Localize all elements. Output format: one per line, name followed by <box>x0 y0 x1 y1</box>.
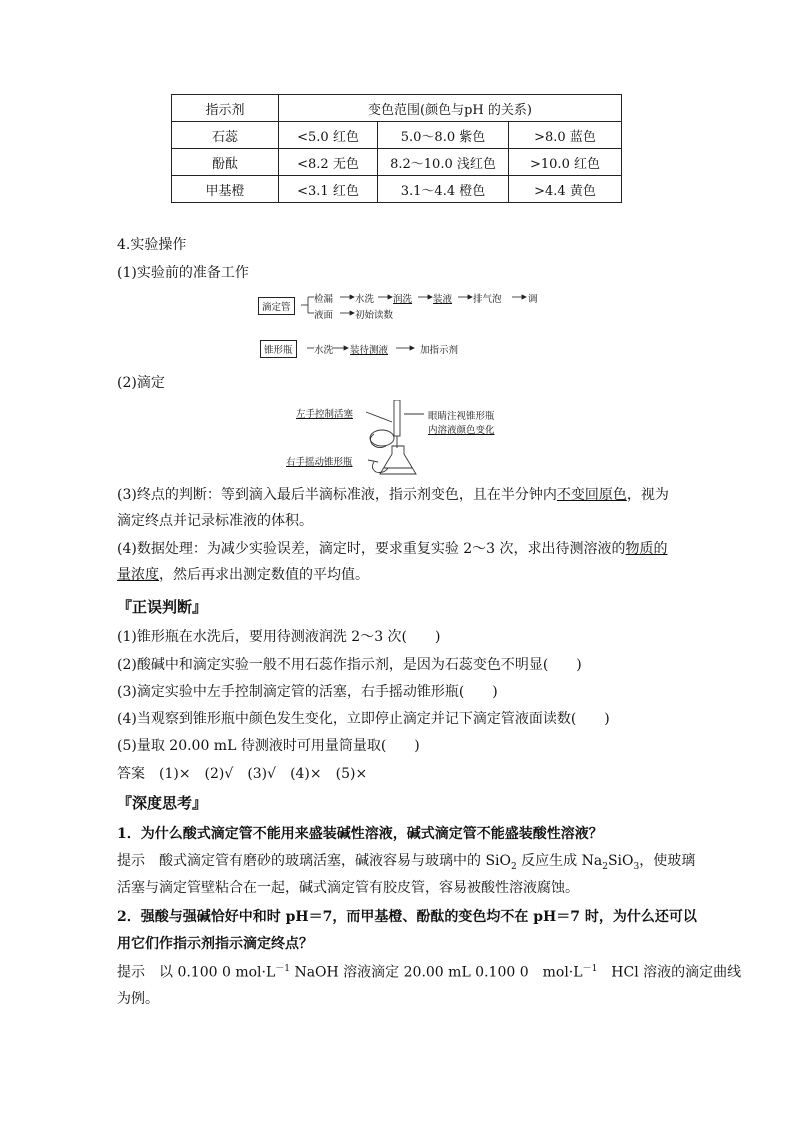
subscript: 3 <box>633 861 640 872</box>
judge-answer: 答案 (1)× (2)√ (3)√ (4)× (5)× <box>117 766 368 782</box>
titration-title: (2)滴定 <box>117 375 165 391</box>
think-answer-1-line1 <box>117 850 695 872</box>
flow-step: 水洗 <box>314 345 334 356</box>
judge-item-4: (4)当观察到锥形瓶中颜色发生变化，立即停止滴定并记下滴定管液面读数( ) <box>117 711 610 727</box>
table-cell: 石蕊 <box>172 122 279 149</box>
table-cell: 8.2～10.0 浅红色 <box>378 149 509 176</box>
table-cell: 5.0～8.0 紫色 <box>378 122 509 149</box>
flow-step: 装待测液 <box>350 345 389 356</box>
table-row <box>172 122 622 149</box>
endpoint-text-tail: ，视为滴定终点并记录标准液的体积。 <box>117 487 669 529</box>
judge-item-2: (2)酸碱中和滴定实验一般不用石蕊作指示剂，是因为石蕊变色不明显( ) <box>117 657 582 673</box>
data-text: (4)数据处理：为减少实验误差，滴定时，要求重复实验 2～3 次，求出待测溶液的 <box>117 541 626 557</box>
flow-step: 液面 <box>314 310 334 321</box>
flow-step: 装液 <box>433 294 453 305</box>
superscript: －1 <box>275 964 290 974</box>
answer-text: HCl 溶液的滴定曲线 <box>597 964 742 981</box>
flow-step: 调 <box>528 294 538 305</box>
flow-step: 润洗 <box>393 294 413 305</box>
table-cell: >10.0 红色 <box>509 149 622 176</box>
think-question-1: 1．为什么酸式滴定管不能用来盛装碱性溶液，碱式滴定管不能盛装酸性溶液？ <box>117 826 603 842</box>
table-header-range: 变色范围(颜色与pH 的关系) <box>279 95 622 122</box>
endpoint-paragraph <box>117 482 677 534</box>
indicator-table <box>171 94 622 203</box>
answer-text: SiO <box>607 853 634 869</box>
table-header-indicator: 指示剂 <box>172 95 279 122</box>
judge-title: 正误判断 <box>132 598 193 616</box>
endpoint-text: (3)终点的判断：等到滴入最后半滴标准液，指示剂变色，且在半分钟内 <box>117 487 557 503</box>
think-question-2-line2: 用它们作指示剂指示滴定终点？ <box>117 936 313 952</box>
flow-step: 检漏 <box>314 294 334 305</box>
think-answer-1-line2: 活塞与滴定管壁粘合在一起，碱式滴定管有胶皮管，容易被酸性溶液腐蚀。 <box>117 880 579 896</box>
think-answer-2-line1 <box>117 961 741 982</box>
judge-item-3: (3)滴定实验中左手控制滴定管的活塞，右手摇动锥形瓶( ) <box>117 684 498 700</box>
figure-label-left-bottom <box>286 454 353 468</box>
prep-flow-diagram <box>258 288 548 360</box>
think-heading: 『深度思考』 <box>117 794 208 812</box>
label-text: 右手摇动锥形瓶 <box>286 457 353 468</box>
endpoint-underlined: 不变回原色 <box>556 487 627 503</box>
flask-box: 锥形瓶 <box>260 340 297 358</box>
label-text: 左手控制活塞 <box>296 409 354 420</box>
judge-item-1: (1)锥形瓶在水洗后，要用待测液润洗 2～3 次( ) <box>117 629 441 645</box>
table-cell: <5.0 红色 <box>279 122 378 149</box>
data-underlined: 物质的量浓度 <box>117 541 668 583</box>
titration-figure <box>278 400 538 480</box>
superscript: －1 <box>582 964 598 974</box>
judge-heading: 『正误判断』 <box>117 598 208 616</box>
data-text-tail: ，然后再求出测定数值的平均值。 <box>159 567 369 583</box>
subscript: 2 <box>511 861 517 872</box>
answer-text: 提示 以 0.100 0 mol·L <box>117 964 276 981</box>
answer-text: 提示 酸式滴定管有磨砂的玻璃活塞，碱液容易与玻璃中的 SiO <box>117 853 511 869</box>
table-cell: >8.0 蓝色 <box>509 122 622 149</box>
flow-step: 水洗 <box>355 294 375 305</box>
flow-step: 排气泡 <box>473 294 502 305</box>
table-row <box>172 176 622 203</box>
burette-box: 滴定管 <box>258 297 295 315</box>
table-cell: <8.2 无色 <box>279 149 378 176</box>
table-cell: <3.1 红色 <box>279 176 378 203</box>
table-cell: 甲基橙 <box>172 176 279 203</box>
subscript: 2 <box>602 861 608 872</box>
table-cell: 酚酞 <box>172 149 279 176</box>
flow-step: 加指示剂 <box>420 345 459 356</box>
answer-text: ，使玻璃 <box>639 853 696 869</box>
figure-label-right-2: 内溶液颜色变化 <box>428 425 495 436</box>
data-paragraph <box>117 536 677 588</box>
answer-text: 反应生成 Na <box>516 853 603 869</box>
think-answer-2-line2: 为例。 <box>117 991 159 1007</box>
table-cell: >4.4 黄色 <box>509 176 622 203</box>
prep-title: (1)实验前的准备工作 <box>117 265 249 281</box>
think-question-2-line1: 2．强酸与强碱恰好中和时 pH＝7，而甲基橙、酚酞的变色均不在 pH＝7 时，为什么还可以 <box>117 909 697 925</box>
table-row <box>172 149 622 176</box>
flow-step: 初始读数 <box>355 310 394 321</box>
table-cell: 3.1～4.4 橙色 <box>378 176 509 203</box>
figure-label-right-1: 眼睛注视锥形瓶 <box>428 411 495 422</box>
judge-item-5: (5)量取 20.00 mL 待测液时可用量筒量取( ) <box>117 738 420 754</box>
answer-text: NaOH 溶液滴定 20.00 mL 0.100 0 mol·L <box>290 964 583 981</box>
think-title: 深度思考 <box>132 794 193 812</box>
figure-label-left-top <box>296 406 353 420</box>
section-title: 4.实验操作 <box>117 237 187 253</box>
